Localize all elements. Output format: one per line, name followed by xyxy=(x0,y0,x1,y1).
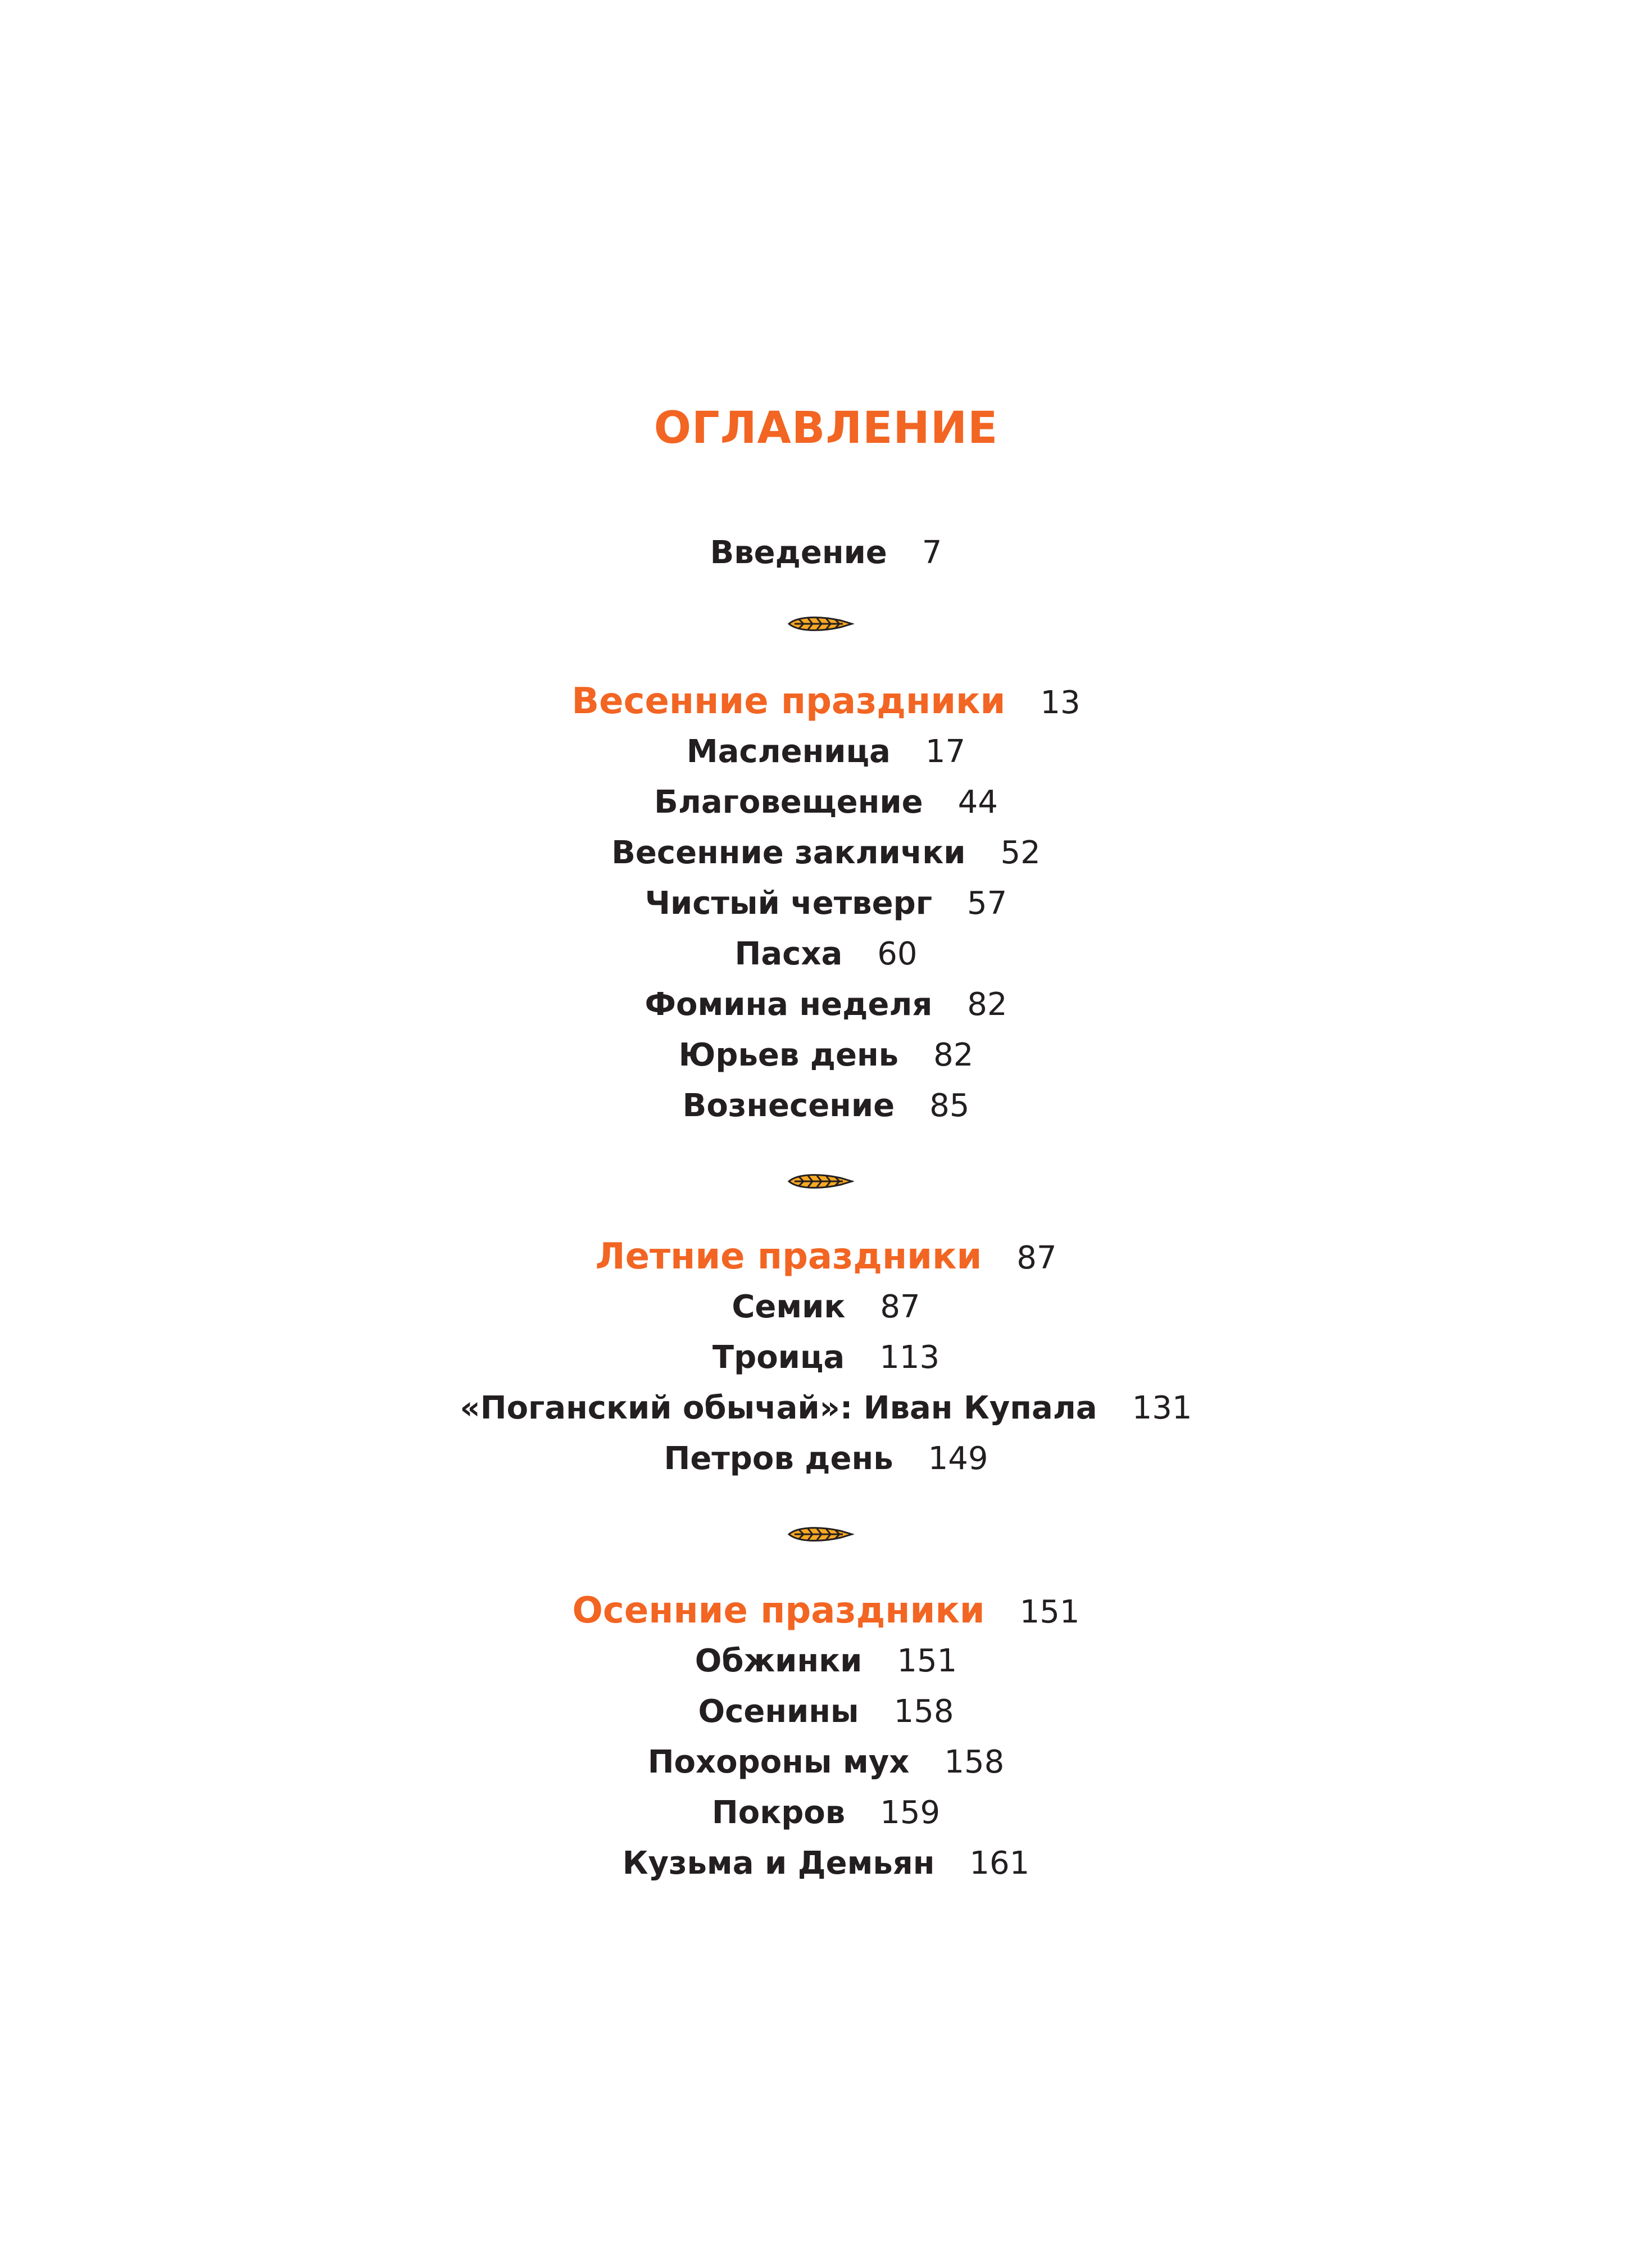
toc-entry[interactable] xyxy=(0,1084,1652,1128)
toc-entry-label: Вознесение xyxy=(682,1087,895,1124)
toc-entry-page: 82 xyxy=(967,986,1007,1023)
toc-entry-label: Юрьев день xyxy=(678,1037,899,1073)
toc-entry-page: 159 xyxy=(880,1794,941,1831)
toc-entry[interactable] xyxy=(0,1285,1652,1330)
toc-section-label: Весенние праздники xyxy=(571,681,1006,722)
toc-entry-page: 161 xyxy=(969,1845,1030,1882)
toc-entry-page: 57 xyxy=(966,885,1007,922)
page-title: ОГЛАВЛЕНИЕ xyxy=(653,403,999,454)
toc-section-label: Летние праздники xyxy=(595,1236,982,1277)
toc-entry-label: Обжинки xyxy=(695,1643,863,1679)
toc-section-summer[interactable] xyxy=(0,1234,1652,1279)
toc-entry-page: 85 xyxy=(929,1087,970,1124)
toc-entry-page: 52 xyxy=(1000,835,1041,871)
toc-entry[interactable] xyxy=(0,1689,1652,1734)
toc-section-page: 87 xyxy=(1016,1240,1057,1276)
toc-entry-label: Введение xyxy=(710,534,887,571)
toc-entry-label: Петров день xyxy=(664,1440,893,1477)
toc-entry[interactable] xyxy=(0,982,1652,1027)
toc-entry[interactable] xyxy=(0,729,1652,774)
toc-entry-page: 7 xyxy=(922,534,942,571)
toc-entry-page: 131 xyxy=(1132,1390,1192,1426)
toc-entry[interactable] xyxy=(0,1740,1652,1785)
toc-entry-page: 82 xyxy=(933,1037,974,1073)
toc-entry-page: 151 xyxy=(897,1643,957,1679)
toc-section-page: 151 xyxy=(1019,1594,1080,1630)
toc-entry-page: 158 xyxy=(944,1744,1005,1780)
toc-entry[interactable] xyxy=(0,1841,1652,1886)
toc-entry[interactable] xyxy=(0,1436,1652,1481)
toc-entry-label: Похороны мух xyxy=(647,1744,910,1780)
toc-entry[interactable] xyxy=(0,831,1652,876)
toc-entry-label: Троица xyxy=(712,1339,845,1376)
toc-entry-page: 60 xyxy=(877,936,918,972)
toc-entry[interactable] xyxy=(0,1791,1652,1835)
wheat-ear-icon xyxy=(787,1523,854,1546)
toc-entry-label: Осенины xyxy=(698,1693,859,1730)
toc-entry[interactable] xyxy=(0,1335,1652,1380)
wheat-ear-icon xyxy=(787,613,854,635)
toc-entry-label: Фомина неделя xyxy=(645,986,933,1023)
toc-entry-label: Весенние заклички xyxy=(611,835,966,871)
toc-entry-page: 87 xyxy=(880,1289,920,1325)
toc-entry[interactable] xyxy=(0,780,1652,825)
toc-entry-page: 44 xyxy=(957,784,998,821)
toc-entry[interactable] xyxy=(0,1386,1652,1431)
toc-section-page: 13 xyxy=(1040,685,1081,721)
toc-section-autumn[interactable] xyxy=(0,1588,1652,1633)
toc-entry[interactable] xyxy=(0,932,1652,977)
toc-entry-label: Кузьма и Демьян xyxy=(622,1845,935,1882)
toc-entry-page: 149 xyxy=(928,1440,988,1477)
toc-entry-label: Масленица xyxy=(686,733,891,770)
toc-section-label: Осенние праздники xyxy=(572,1590,985,1631)
toc-entry[interactable] xyxy=(0,1033,1652,1078)
toc-entry-intro[interactable] xyxy=(0,531,1652,575)
toc-entry-label: Чистый четверг xyxy=(645,885,932,922)
toc-section-spring[interactable] xyxy=(0,679,1652,724)
toc-entry-page: 113 xyxy=(879,1339,940,1376)
toc-entry[interactable] xyxy=(0,881,1652,926)
toc-entry-label: Семик xyxy=(732,1289,846,1325)
toc-entry-label: Покров xyxy=(711,1794,846,1831)
toc-entry-label: Благовещение xyxy=(654,784,923,821)
toc-entry-label: «Поганский обычай»: Иван Купала xyxy=(460,1390,1097,1426)
toc-entry-page: 158 xyxy=(893,1693,954,1730)
wheat-ear-icon xyxy=(787,1170,854,1193)
toc-entry-label: Пасха xyxy=(734,936,843,972)
toc-entry[interactable] xyxy=(0,1639,1652,1684)
toc-entry-page: 17 xyxy=(925,733,966,770)
